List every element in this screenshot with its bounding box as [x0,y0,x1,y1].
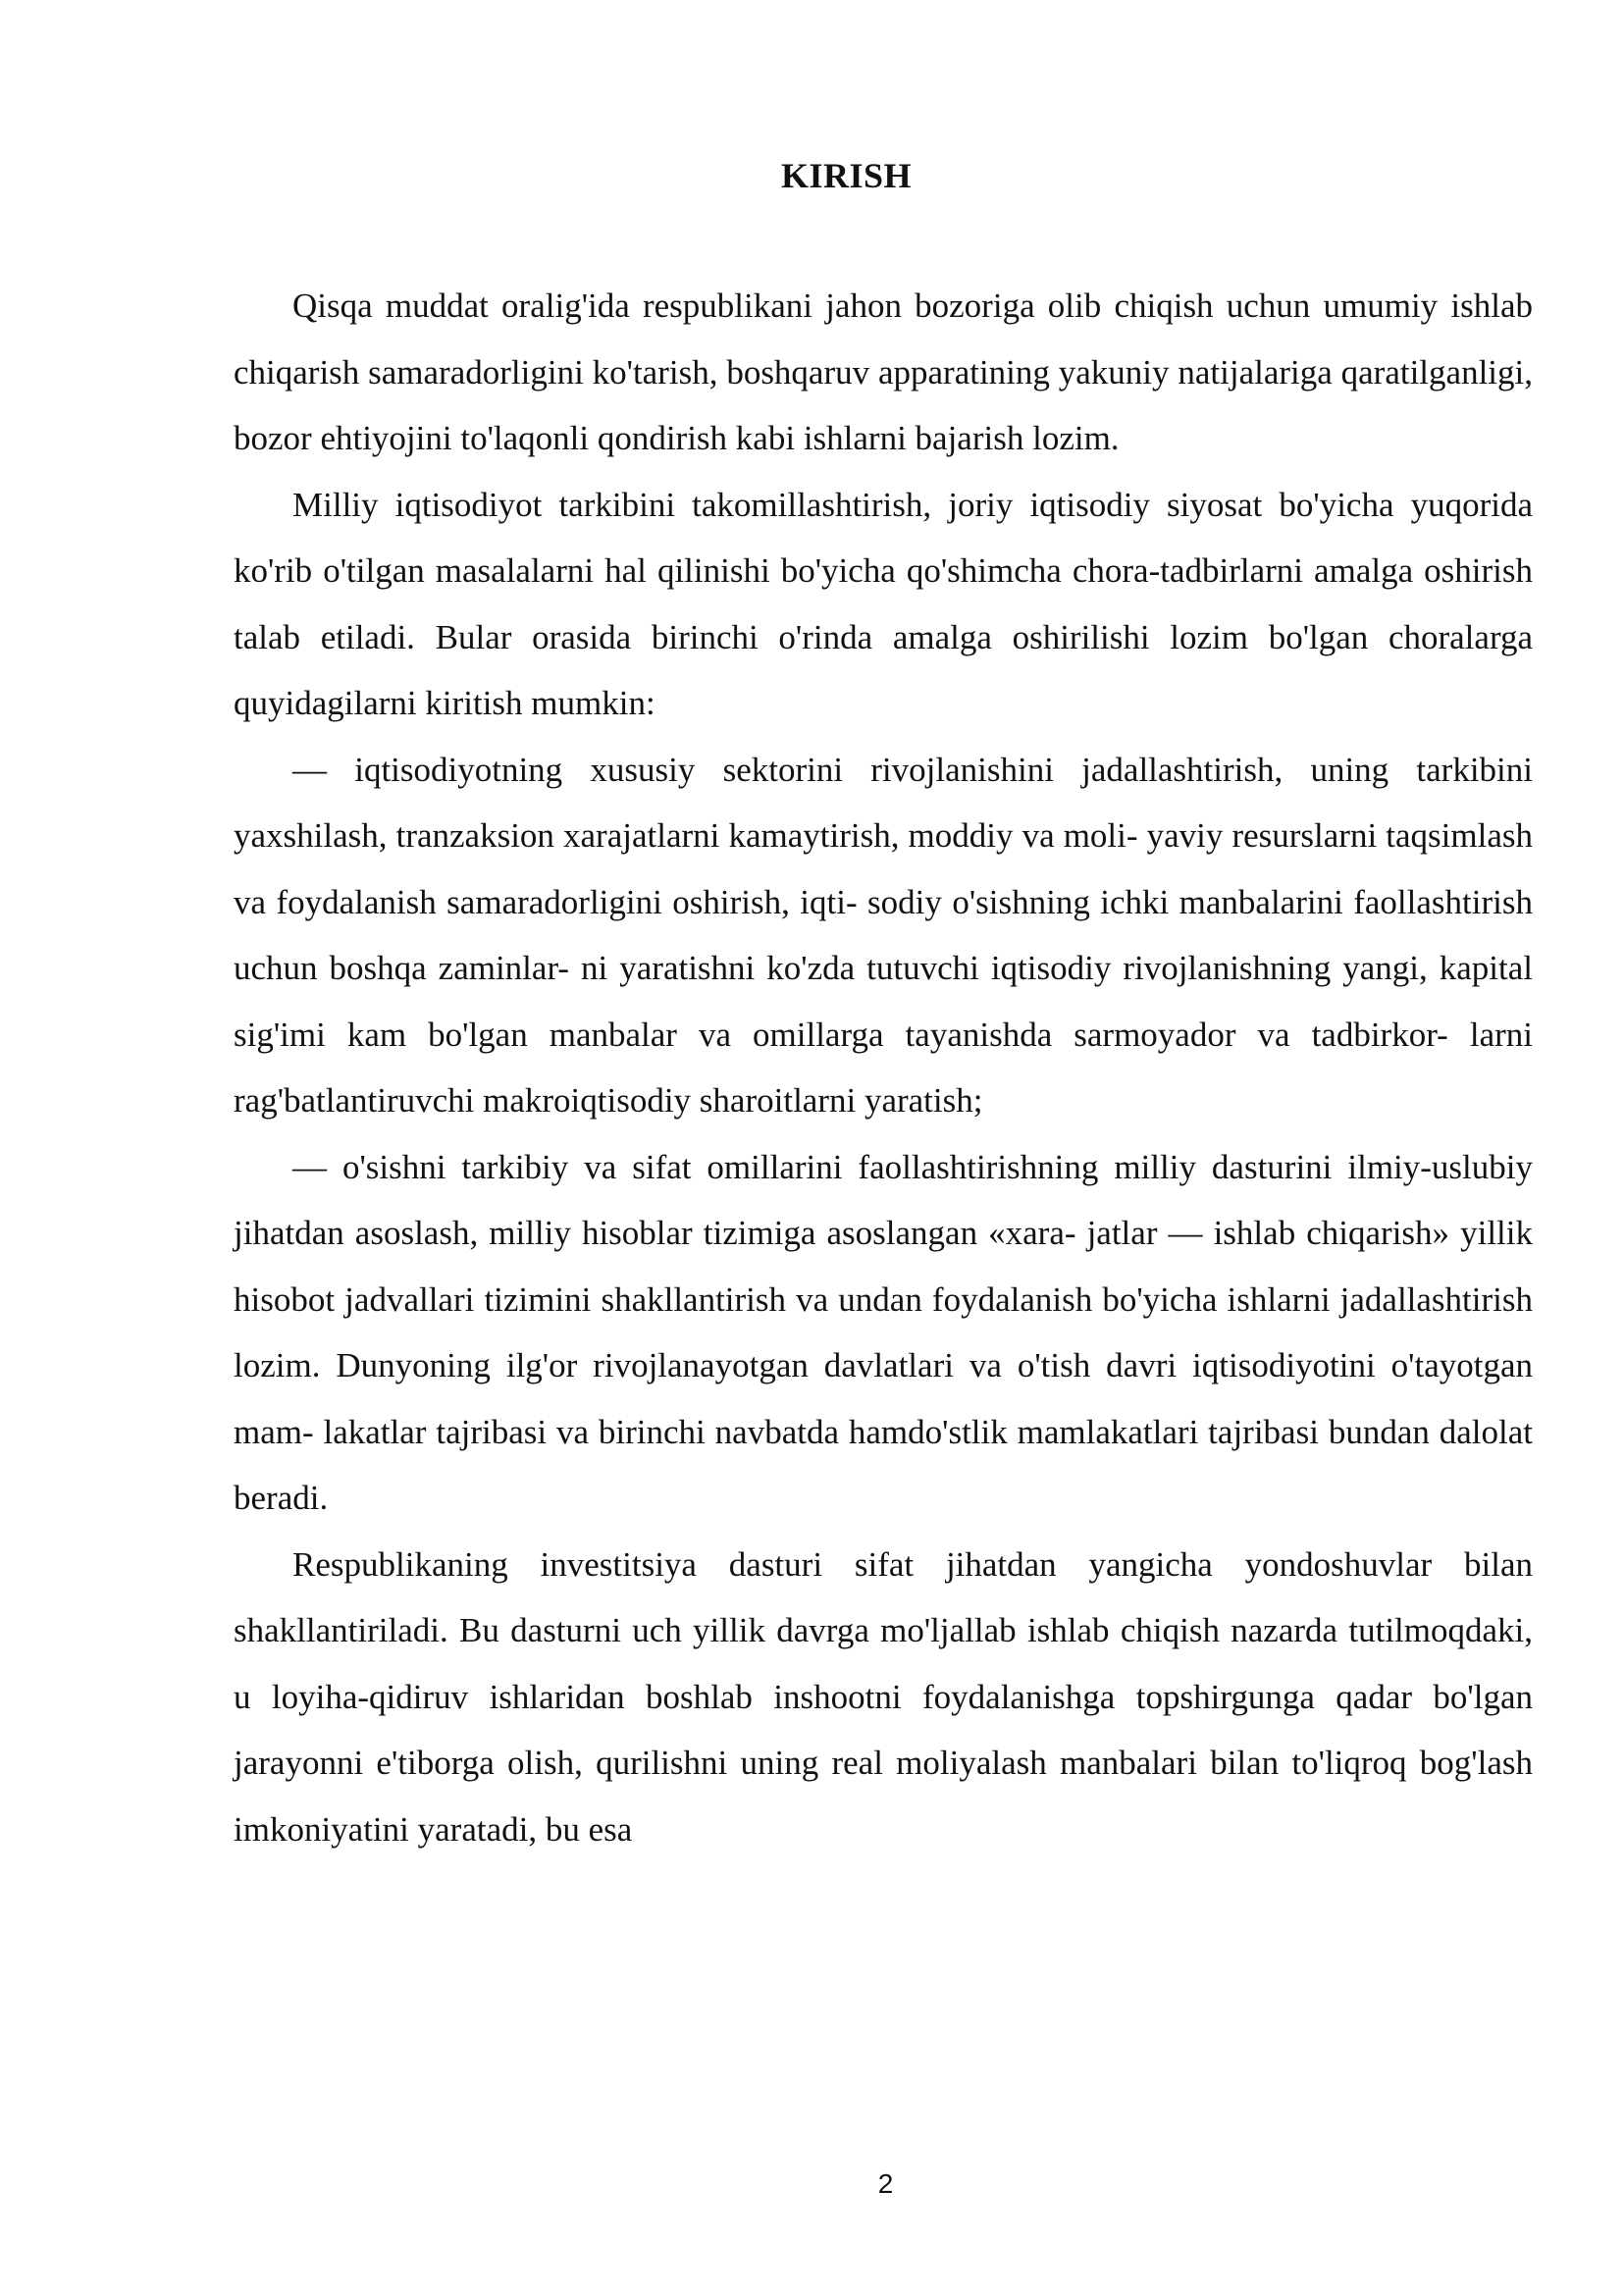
body-text [234,273,1533,1862]
paragraph-4: — o'sishni tarkibiy va sifat omillarini faollashtirishning milliy dasturini ilmiy-uslubiy jihatdan asoslash, milliy hisoblar tizimiga asoslangan «xara- jatlar — ishlab chiqarish» yillik hisobot jadvallari tizimini shakllantirish va undan foydalanish bo'yicha ishlarni jadallashtirish lozim. Dunyoning ilg'or rivojlanayotgan davlatlari va o'tish davri iqtisodiyotini o'tayotgan mam- lakatlar tajribasi va birinchi navbatda hamdo'stlik mamlakatlari tajribasi bundan dalolat beradi. [234,1147,1533,1517]
page-number: 2 [877,2168,894,2199]
paragraph-2: Milliy iqtisodiyot tarkibini takomillashtirish, joriy iqtisodiy siyosat bo'yicha yuqorida ko'rib o'tilgan masalalarni hal qilinishi bo'yicha qo'shimcha chora-tadbirlarni amalga oshirish talab etiladi. Bular orasida birinchi o'rinda amalga oshirilishi lozim bo'lgan choralarga quyidagilarni kiritish mumkin: [234,485,1533,722]
paragraph-5: Respublikaning investitsiya dasturi sifat jihatdan yangicha yondoshuvlar bilan shakllantiriladi. Bu dasturni uch yillik davrga mo'ljallab ishlab chiqish nazarda tutilmoqdaki, u loyiha-qidiruv ishlaridan boshlab inshootni foydalanishga topshirgunga qadar bo'lgan jarayonni e'tiborga olish, qurilishni uning real moliyalash manbalari bilan to'liqroq bog'lash imkoniyatini yaratadi, bu esa [234,1544,1533,1849]
paragraph-1: Qisqa muddat oralig'ida respublikani jahon bozoriga olib chiqish uchun umumiy ishlab chiqarish samaradorligini ko'tarish, boshqaruv apparatining yakuniy natijalariga qaratilganligi, bozor ehtiyojini to'laqonli qondirish kabi ishlarni bajarish lozim. [234,287,1533,457]
page-title: KIRISH [780,156,913,195]
paragraph-3: — iqtisodiyotning xususiy sektorini rivojlanishini jadallashtirish, uning tarkibini yaxshilash, tranzaksion xarajatlarni kamaytirish, moddiy va moli- yaviy resurslarni taqsimlash va foydalanish samaradorligini oshirish, iqti- sodiy o'sishning ichki manbalarini faollashtirish uchun boshqa zaminlar- ni yaratishni ko'zda tutuvchi iqtisodiy rivojlanishning yangi, kapital sig'imi kam bo'lgan manbalar va omillarga tayanishda sarmoyador va tadbirkor- larni rag'batlantiruvchi makroiqtisodiy sharoitlarni yaratish; [234,750,1533,1120]
